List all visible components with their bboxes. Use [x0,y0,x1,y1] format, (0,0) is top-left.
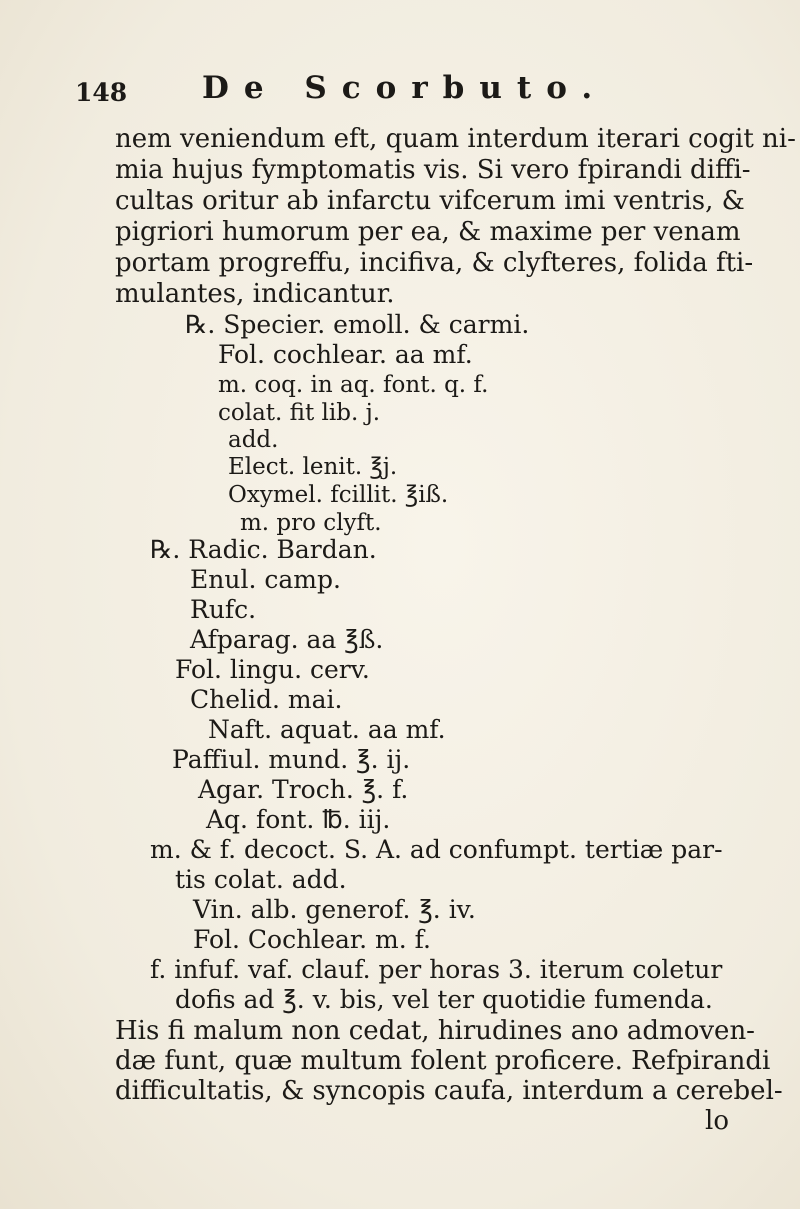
text-line: dæ funt, quæ multum folent proficere. Refpirandi [115,1046,771,1076]
text-line: portam progreffu, incifiva, & clyfteres, folida fti- [115,248,754,278]
text-line: pigriori humorum per ea, & maxime per venam [115,217,741,247]
recipe-line: m. & f. decoct. S. A. ad confumpt. tertiæ par- [150,835,723,864]
recipe-line: Aq. font. ℔. iij. [206,805,391,834]
recipe-line: colat. fit lib. j. [218,400,381,426]
recipe-line: ℞. Specier. emoll. & carmi. [185,310,530,339]
page-number: 148 [75,78,128,107]
text-line: lo [705,1106,729,1136]
recipe-line: Rufc. [190,595,257,624]
recipe-line: Agar. Troch. ℥. f. [198,775,409,804]
recipe-line: Enul. camp. [190,565,341,594]
text-line: His fi malum non cedat, hirudines ano admoven- [115,1016,755,1046]
recipe-line: Fol. lingu. cerv. [175,655,370,684]
recipe-line: f. infuf. vaf. clauf. per horas 3. iterum coletur [150,955,723,984]
recipe-line: Oxymel. fcillit. ℥iß. [228,482,449,508]
recipe-line: Afparag. aa ℥ß. [190,625,384,654]
recipe-line: dofis ad ℥. v. bis, vel ter quotidie fumenda. [175,985,713,1014]
text-line: mia hujus fymptomatis vis. Si vero fpirandi diffi- [115,155,751,185]
text-line: nem veniendum eft, quam interdum iterari cogit ni- [115,124,796,154]
recipe-line: Elect. lenit. ℥j. [228,454,398,480]
recipe-line: m. coq. in aq. font. q. f. [218,372,489,398]
text-line: difficultatis, & syncopis caufa, interdum a cerebel- [115,1076,783,1106]
recipe-line: m. pro clyft. [240,510,382,536]
text-line: mulantes, indicantur. [115,279,395,309]
recipe-line: add. [228,427,279,453]
text-line: cultas oritur ab infarctu vifcerum imi ventris, & [115,186,745,216]
recipe-line: Fol. Cochlear. m. f. [193,925,431,954]
recipe-line: ℞. Radic. Bardan. [150,535,377,564]
recipe-line: Chelid. mai. [190,685,343,714]
recipe-line: tis colat. add. [175,865,347,894]
running-title: De Scorbuto. [202,70,608,106]
recipe-line: Naft. aquat. aa mf. [208,715,446,744]
page-header [75,70,675,114]
recipe-line: Fol. cochlear. aa mf. [218,340,473,369]
recipe-line: Paffiul. mund. ℥. ij. [172,745,411,774]
recipe-line: Vin. alb. generof. ℥. iv. [193,895,476,924]
